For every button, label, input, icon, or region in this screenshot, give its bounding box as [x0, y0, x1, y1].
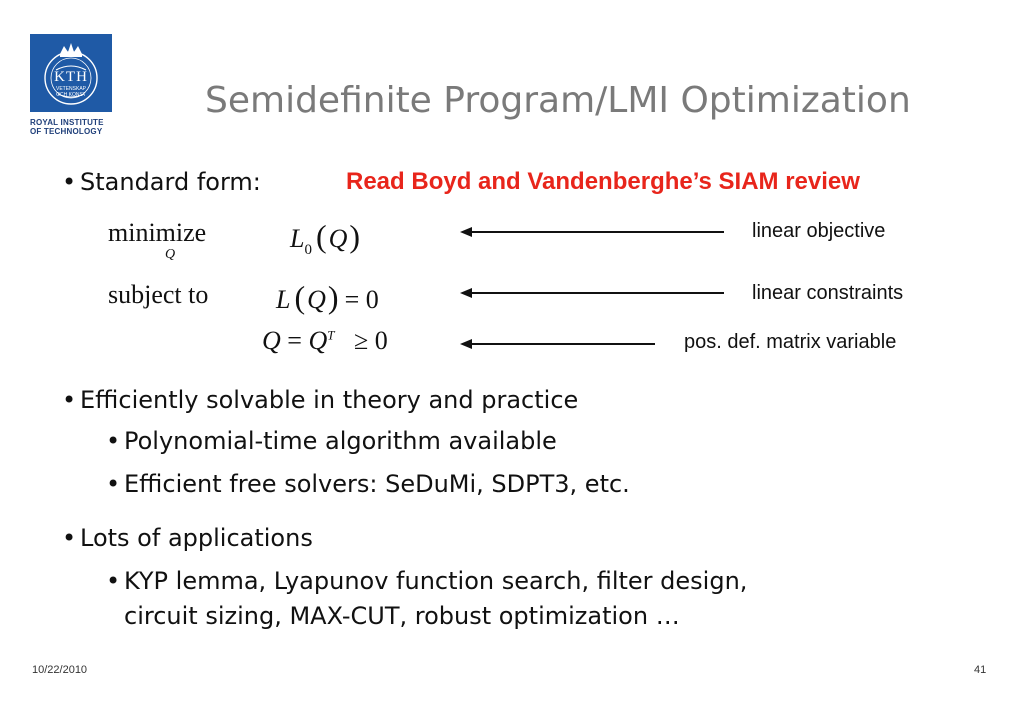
bullet-standard-form [62, 168, 261, 196]
bullet-text: Efficient free solvers: SeDuMi, SDPT3, etc. [124, 470, 630, 498]
bullet-dot: • [62, 386, 77, 414]
objective-expression: $L_0$ (Q) [290, 218, 361, 258]
kth-logo [30, 34, 114, 136]
bullet-text: Standard form: [80, 168, 261, 196]
arrow-psd-icon [460, 336, 656, 352]
bullet-text: Polynomial-time algorithm available [124, 427, 557, 455]
logo-caption-line2: OF TECHNOLOGY [30, 127, 103, 136]
logo-emblem [30, 34, 112, 112]
minimize-label: minimize [108, 218, 207, 247]
bullet-lots [62, 524, 313, 552]
bullet-dot: • [106, 427, 121, 455]
logo-caption [30, 118, 114, 136]
arrow-constraints-icon [460, 285, 725, 301]
subbullet-kyp-continued: circuit sizing, MAX-CUT, robust optimization … [124, 602, 680, 630]
footer-page-number: 41 [974, 664, 987, 676]
bullet-dot: • [62, 168, 77, 196]
annotation-constraints: linear constraints [752, 282, 904, 304]
slide-title: Semidefinite Program/LMI Optimization [205, 80, 911, 121]
annotation-psd: pos. def. matrix variable [684, 331, 897, 353]
arrow-objective-icon [460, 224, 725, 240]
subbullet-solvers [106, 470, 630, 498]
psd-expression: $Q = Q^T \ge 0$ [262, 326, 388, 355]
bullet-text: Lots of applications [80, 524, 313, 552]
footer-date: 10/22/2010 [32, 664, 88, 676]
bullet-dot: • [62, 524, 77, 552]
bullet-dot: • [106, 470, 121, 498]
logo-text: KTH [54, 69, 88, 85]
subbullet-kyp [106, 567, 747, 595]
bullet-efficiently [62, 386, 578, 414]
bullet-dot: • [106, 567, 121, 595]
logo-caption-line1: ROYAL INSTITUTE [30, 118, 104, 127]
subject-to-label: subject to [108, 280, 209, 309]
reference-note: Read Boyd and Vandenberghe’s SIAM review [346, 168, 860, 195]
logo-ring-text: VETENSKAP OCH KONST [55, 86, 86, 98]
constraint-expression: L (Q) = 0 [276, 279, 379, 315]
minimize-subscript: Q [165, 247, 176, 262]
bullet-text: KYP lemma, Lyapunov function search, filter design, [124, 567, 748, 595]
subbullet-poly [106, 427, 557, 455]
annotation-objective: linear objective [752, 220, 886, 242]
bullet-text: Efficiently solvable in theory and practice [80, 386, 579, 414]
